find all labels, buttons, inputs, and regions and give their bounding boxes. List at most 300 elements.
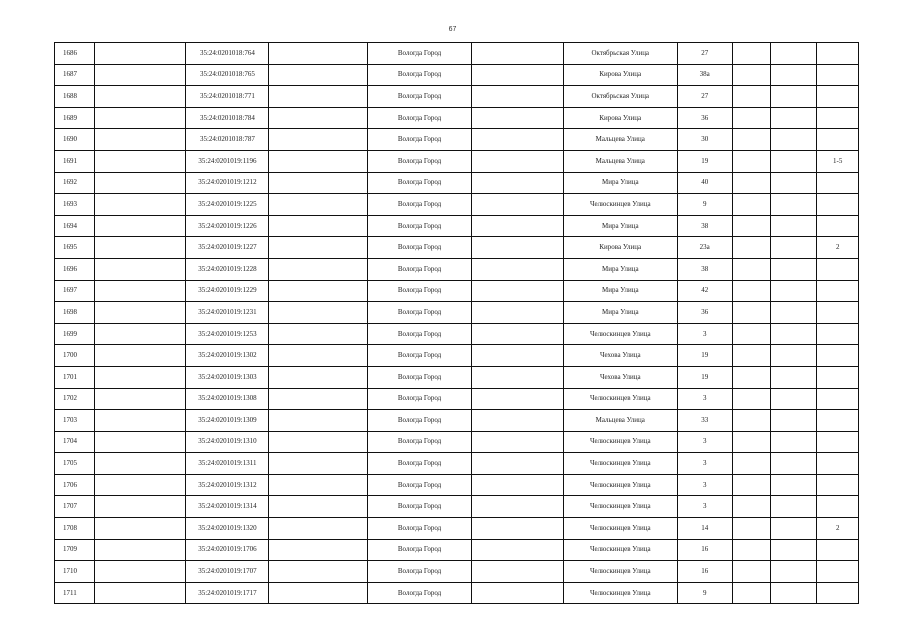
table-row [55, 86, 859, 108]
empty-cell [95, 237, 186, 259]
empty-cell [732, 410, 770, 432]
street-cell: Челюскинцев Улица [563, 453, 677, 475]
table-row [55, 302, 859, 324]
street-cell: Челюскинцев Улица [563, 194, 677, 216]
empty-cell [95, 129, 186, 151]
empty-cell [95, 323, 186, 345]
apartment-cell [817, 280, 859, 302]
city-cell: Вологда Город [368, 539, 471, 561]
empty-cell [732, 194, 770, 216]
apartment-cell [817, 302, 859, 324]
empty-cell [471, 474, 563, 496]
table-row [55, 582, 859, 604]
cadastral-number-cell: 35:24:0201019:1253 [186, 323, 269, 345]
empty-cell [732, 431, 770, 453]
house-number-cell: 38 [677, 215, 732, 237]
empty-cell [732, 64, 770, 86]
table-row [55, 345, 859, 367]
street-cell: Мира Улица [563, 172, 677, 194]
city-cell: Вологда Город [368, 64, 471, 86]
empty-cell [471, 150, 563, 172]
row-number-cell: 1699 [55, 323, 95, 345]
table-row [55, 410, 859, 432]
city-cell: Вологда Город [368, 43, 471, 65]
row-number-cell: 1704 [55, 431, 95, 453]
city-cell: Вологда Город [368, 215, 471, 237]
street-cell: Челюскинцев Улица [563, 323, 677, 345]
register-body [55, 43, 859, 604]
city-cell: Вологда Город [368, 194, 471, 216]
empty-cell [95, 43, 186, 65]
empty-cell [95, 410, 186, 432]
cadastral-number-cell: 35:24:0201019:1196 [186, 150, 269, 172]
row-number-cell: 1702 [55, 388, 95, 410]
city-cell: Вологда Город [368, 345, 471, 367]
empty-cell [471, 86, 563, 108]
empty-cell [471, 280, 563, 302]
street-cell: Мальцева Улица [563, 410, 677, 432]
apartment-cell [817, 215, 859, 237]
empty-cell [770, 410, 817, 432]
empty-cell [471, 388, 563, 410]
empty-cell [95, 150, 186, 172]
house-number-cell: 19 [677, 366, 732, 388]
empty-cell [269, 345, 368, 367]
empty-cell [770, 345, 817, 367]
empty-cell [770, 323, 817, 345]
table-row [55, 194, 859, 216]
city-cell: Вологда Город [368, 410, 471, 432]
empty-cell [269, 366, 368, 388]
empty-cell [471, 172, 563, 194]
empty-cell [732, 496, 770, 518]
register-table [54, 42, 859, 604]
empty-cell [770, 64, 817, 86]
cadastral-number-cell: 35:24:0201019:1706 [186, 539, 269, 561]
empty-cell [732, 474, 770, 496]
house-number-cell: 9 [677, 194, 732, 216]
city-cell: Вологда Город [368, 518, 471, 540]
cadastral-number-cell: 35:24:0201018:771 [186, 86, 269, 108]
house-number-cell: 36 [677, 107, 732, 129]
row-number-cell: 1698 [55, 302, 95, 324]
empty-cell [95, 431, 186, 453]
empty-cell [732, 43, 770, 65]
cadastral-number-cell: 35:24:0201019:1707 [186, 561, 269, 583]
empty-cell [269, 539, 368, 561]
empty-cell [732, 561, 770, 583]
row-number-cell: 1693 [55, 194, 95, 216]
empty-cell [732, 388, 770, 410]
apartment-cell [817, 86, 859, 108]
house-number-cell: 23а [677, 237, 732, 259]
street-cell: Мира Улица [563, 258, 677, 280]
table-row [55, 129, 859, 151]
city-cell: Вологда Город [368, 280, 471, 302]
street-cell: Челюскинцев Улица [563, 388, 677, 410]
row-number-cell: 1709 [55, 539, 95, 561]
empty-cell [732, 172, 770, 194]
table-row [55, 518, 859, 540]
table-row [55, 215, 859, 237]
empty-cell [269, 194, 368, 216]
empty-cell [95, 496, 186, 518]
empty-cell [269, 474, 368, 496]
street-cell: Челюскинцев Улица [563, 582, 677, 604]
empty-cell [732, 258, 770, 280]
empty-cell [770, 474, 817, 496]
street-cell: Челюскинцев Улица [563, 561, 677, 583]
empty-cell [471, 107, 563, 129]
empty-cell [770, 107, 817, 129]
row-number-cell: 1696 [55, 258, 95, 280]
table-row [55, 323, 859, 345]
house-number-cell: 42 [677, 280, 732, 302]
empty-cell [471, 431, 563, 453]
cadastral-number-cell: 35:24:0201019:1309 [186, 410, 269, 432]
empty-cell [95, 539, 186, 561]
street-cell: Мальцева Улица [563, 129, 677, 151]
row-number-cell: 1710 [55, 561, 95, 583]
table-row [55, 561, 859, 583]
table-row [55, 64, 859, 86]
city-cell: Вологда Город [368, 129, 471, 151]
city-cell: Вологда Город [368, 561, 471, 583]
empty-cell [269, 172, 368, 194]
city-cell: Вологда Город [368, 172, 471, 194]
city-cell: Вологда Город [368, 496, 471, 518]
table-row [55, 388, 859, 410]
table-row [55, 237, 859, 259]
empty-cell [269, 496, 368, 518]
empty-cell [95, 86, 186, 108]
cadastral-number-cell: 35:24:0201019:1311 [186, 453, 269, 475]
table-row [55, 150, 859, 172]
row-number-cell: 1691 [55, 150, 95, 172]
empty-cell [471, 323, 563, 345]
row-number-cell: 1686 [55, 43, 95, 65]
empty-cell [95, 582, 186, 604]
city-cell: Вологда Город [368, 474, 471, 496]
empty-cell [95, 561, 186, 583]
house-number-cell: 27 [677, 86, 732, 108]
row-number-cell: 1703 [55, 410, 95, 432]
city-cell: Вологда Город [368, 86, 471, 108]
empty-cell [770, 194, 817, 216]
empty-cell [732, 453, 770, 475]
apartment-cell [817, 388, 859, 410]
apartment-cell [817, 323, 859, 345]
apartment-cell [817, 453, 859, 475]
apartment-cell [817, 107, 859, 129]
empty-cell [471, 194, 563, 216]
empty-cell [732, 539, 770, 561]
city-cell: Вологда Город [368, 431, 471, 453]
house-number-cell: 9 [677, 582, 732, 604]
empty-cell [269, 258, 368, 280]
apartment-cell [817, 539, 859, 561]
empty-cell [95, 518, 186, 540]
empty-cell [732, 107, 770, 129]
street-cell: Челюскинцев Улица [563, 474, 677, 496]
empty-cell [770, 150, 817, 172]
street-cell: Мира Улица [563, 280, 677, 302]
empty-cell [770, 215, 817, 237]
cadastral-number-cell: 35:24:0201019:1312 [186, 474, 269, 496]
apartment-cell [817, 64, 859, 86]
house-number-cell: 33 [677, 410, 732, 432]
empty-cell [471, 302, 563, 324]
city-cell: Вологда Город [368, 388, 471, 410]
cadastral-number-cell: 35:24:0201019:1717 [186, 582, 269, 604]
empty-cell [95, 280, 186, 302]
apartment-cell [817, 43, 859, 65]
apartment-cell [817, 410, 859, 432]
house-number-cell: 36 [677, 302, 732, 324]
empty-cell [770, 280, 817, 302]
city-cell: Вологда Город [368, 366, 471, 388]
city-cell: Вологда Город [368, 258, 471, 280]
house-number-cell: 3 [677, 496, 732, 518]
empty-cell [269, 64, 368, 86]
empty-cell [732, 302, 770, 324]
empty-cell [95, 194, 186, 216]
table-row [55, 496, 859, 518]
empty-cell [471, 258, 563, 280]
empty-cell [770, 366, 817, 388]
row-number-cell: 1711 [55, 582, 95, 604]
empty-cell [95, 302, 186, 324]
house-number-cell: 16 [677, 561, 732, 583]
house-number-cell: 27 [677, 43, 732, 65]
empty-cell [471, 64, 563, 86]
empty-cell [471, 345, 563, 367]
empty-cell [732, 215, 770, 237]
empty-cell [732, 518, 770, 540]
street-cell: Чехова Улица [563, 345, 677, 367]
cadastral-number-cell: 35:24:0201019:1226 [186, 215, 269, 237]
row-number-cell: 1705 [55, 453, 95, 475]
cadastral-number-cell: 35:24:0201019:1310 [186, 431, 269, 453]
apartment-cell [817, 582, 859, 604]
empty-cell [770, 561, 817, 583]
table-row [55, 453, 859, 475]
street-cell: Мальцева Улица [563, 150, 677, 172]
empty-cell [770, 129, 817, 151]
row-number-cell: 1687 [55, 64, 95, 86]
empty-cell [269, 453, 368, 475]
empty-cell [471, 410, 563, 432]
empty-cell [269, 43, 368, 65]
house-number-cell: 38 [677, 258, 732, 280]
cadastral-number-cell: 35:24:0201018:765 [186, 64, 269, 86]
empty-cell [471, 43, 563, 65]
apartment-cell [817, 366, 859, 388]
cadastral-number-cell: 35:24:0201018:787 [186, 129, 269, 151]
apartment-cell [817, 194, 859, 216]
empty-cell [269, 561, 368, 583]
apartment-cell [817, 345, 859, 367]
empty-cell [95, 107, 186, 129]
street-cell: Мира Улица [563, 302, 677, 324]
empty-cell [95, 388, 186, 410]
table-row [55, 258, 859, 280]
empty-cell [95, 453, 186, 475]
street-cell: Челюскинцев Улица [563, 431, 677, 453]
empty-cell [732, 150, 770, 172]
row-number-cell: 1688 [55, 86, 95, 108]
empty-cell [732, 345, 770, 367]
empty-cell [770, 518, 817, 540]
row-number-cell: 1701 [55, 366, 95, 388]
apartment-cell [817, 258, 859, 280]
table-row [55, 172, 859, 194]
empty-cell [770, 237, 817, 259]
empty-cell [770, 43, 817, 65]
row-number-cell: 1700 [55, 345, 95, 367]
empty-cell [269, 107, 368, 129]
house-number-cell: 30 [677, 129, 732, 151]
row-number-cell: 1689 [55, 107, 95, 129]
empty-cell [770, 431, 817, 453]
row-number-cell: 1694 [55, 215, 95, 237]
apartment-cell: 2 [817, 518, 859, 540]
apartment-cell [817, 561, 859, 583]
empty-cell [732, 237, 770, 259]
table-row [55, 474, 859, 496]
empty-cell [770, 172, 817, 194]
empty-cell [95, 172, 186, 194]
apartment-cell [817, 474, 859, 496]
empty-cell [95, 258, 186, 280]
empty-cell [269, 86, 368, 108]
house-number-cell: 3 [677, 431, 732, 453]
city-cell: Вологда Город [368, 582, 471, 604]
empty-cell [770, 258, 817, 280]
empty-cell [269, 582, 368, 604]
city-cell: Вологда Город [368, 453, 471, 475]
empty-cell [770, 539, 817, 561]
cadastral-number-cell: 35:24:0201018:784 [186, 107, 269, 129]
house-number-cell: 3 [677, 323, 732, 345]
empty-cell [269, 215, 368, 237]
house-number-cell: 19 [677, 150, 732, 172]
apartment-cell: 1-5 [817, 150, 859, 172]
cadastral-number-cell: 35:24:0201019:1308 [186, 388, 269, 410]
empty-cell [770, 582, 817, 604]
apartment-cell: 2 [817, 237, 859, 259]
cadastral-number-cell: 35:24:0201019:1320 [186, 518, 269, 540]
empty-cell [269, 518, 368, 540]
empty-cell [95, 366, 186, 388]
city-cell: Вологда Город [368, 150, 471, 172]
empty-cell [471, 561, 563, 583]
empty-cell [269, 323, 368, 345]
empty-cell [770, 453, 817, 475]
empty-cell [471, 496, 563, 518]
empty-cell [471, 539, 563, 561]
street-cell: Чехова Улица [563, 366, 677, 388]
empty-cell [732, 323, 770, 345]
row-number-cell: 1695 [55, 237, 95, 259]
cadastral-number-cell: 35:24:0201019:1228 [186, 258, 269, 280]
street-cell: Октябрьская Улица [563, 43, 677, 65]
street-cell: Челюскинцев Улица [563, 496, 677, 518]
table-row [55, 366, 859, 388]
table-row [55, 107, 859, 129]
table-row [55, 539, 859, 561]
house-number-cell: 16 [677, 539, 732, 561]
row-number-cell: 1692 [55, 172, 95, 194]
apartment-cell [817, 431, 859, 453]
cadastral-number-cell: 35:24:0201019:1302 [186, 345, 269, 367]
house-number-cell: 40 [677, 172, 732, 194]
empty-cell [732, 366, 770, 388]
empty-cell [471, 453, 563, 475]
cadastral-number-cell: 35:24:0201018:764 [186, 43, 269, 65]
street-cell: Челюскинцев Улица [563, 518, 677, 540]
empty-cell [770, 302, 817, 324]
empty-cell [269, 388, 368, 410]
house-number-cell: 3 [677, 453, 732, 475]
cadastral-number-cell: 35:24:0201019:1229 [186, 280, 269, 302]
cadastral-number-cell: 35:24:0201019:1225 [186, 194, 269, 216]
row-number-cell: 1706 [55, 474, 95, 496]
empty-cell [471, 237, 563, 259]
empty-cell [269, 129, 368, 151]
empty-cell [471, 518, 563, 540]
empty-cell [95, 215, 186, 237]
page-number: 67 [448, 26, 457, 33]
city-cell: Вологда Город [368, 302, 471, 324]
city-cell: Вологда Город [368, 323, 471, 345]
cadastral-number-cell: 35:24:0201019:1212 [186, 172, 269, 194]
empty-cell [269, 280, 368, 302]
cadastral-number-cell: 35:24:0201019:1303 [186, 366, 269, 388]
house-number-cell: 38а [677, 64, 732, 86]
cadastral-number-cell: 35:24:0201019:1314 [186, 496, 269, 518]
city-cell: Вологда Город [368, 107, 471, 129]
house-number-cell: 19 [677, 345, 732, 367]
empty-cell [269, 410, 368, 432]
empty-cell [95, 474, 186, 496]
empty-cell [269, 150, 368, 172]
apartment-cell [817, 172, 859, 194]
apartment-cell [817, 496, 859, 518]
row-number-cell: 1697 [55, 280, 95, 302]
empty-cell [269, 237, 368, 259]
table-row [55, 431, 859, 453]
apartment-cell [817, 129, 859, 151]
cadastral-number-cell: 35:24:0201019:1231 [186, 302, 269, 324]
row-number-cell: 1708 [55, 518, 95, 540]
table-row [55, 280, 859, 302]
empty-cell [471, 215, 563, 237]
empty-cell [732, 129, 770, 151]
city-cell: Вологда Город [368, 237, 471, 259]
empty-cell [269, 302, 368, 324]
empty-cell [732, 582, 770, 604]
street-cell: Мира Улица [563, 215, 677, 237]
empty-cell [770, 388, 817, 410]
empty-cell [471, 129, 563, 151]
row-number-cell: 1690 [55, 129, 95, 151]
empty-cell [471, 582, 563, 604]
table-row [55, 43, 859, 65]
house-number-cell: 14 [677, 518, 732, 540]
street-cell: Челюскинцев Улица [563, 539, 677, 561]
house-number-cell: 3 [677, 388, 732, 410]
